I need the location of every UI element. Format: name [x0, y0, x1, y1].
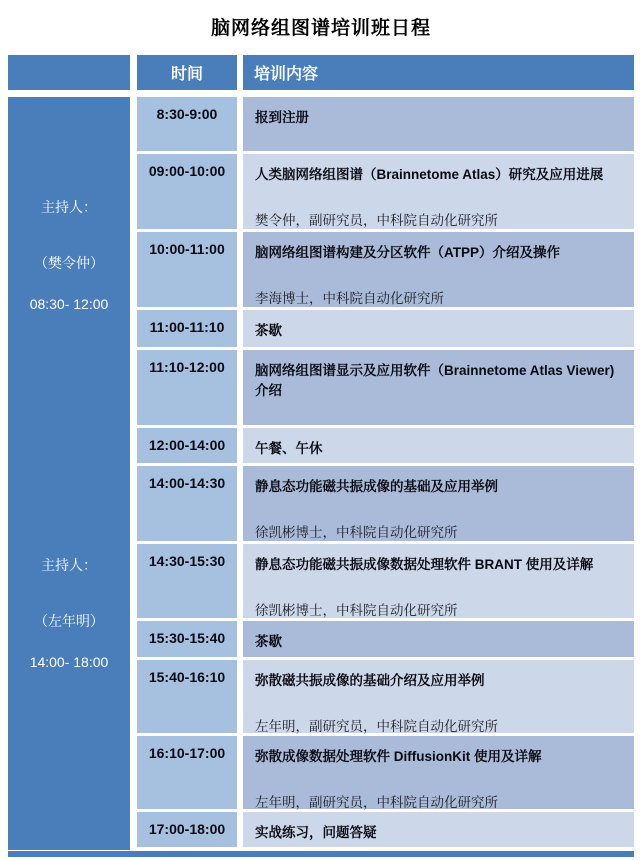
session-speaker: 左年明，副研究员，中科院自动化研究所 [255, 719, 498, 734]
content-cell [243, 97, 634, 151]
session-rows [137, 97, 634, 466]
host-label: 主持人： [41, 557, 97, 573]
content-cell [243, 812, 634, 847]
content-cell [243, 232, 634, 307]
table-row [137, 812, 634, 847]
page-title: 脑网络组图谱培训班日程 [210, 18, 431, 39]
host-time-range: 08:30- 12:00 [29, 296, 109, 312]
content-cell [243, 544, 634, 618]
schedule-table [8, 55, 634, 857]
content-cell [243, 350, 634, 425]
session-title: 弥散磁共振成像的基础介绍及应用举例 [255, 673, 485, 688]
table-row [137, 97, 634, 151]
header-cell-time: 时间 [137, 55, 237, 90]
table-row [137, 621, 634, 657]
session-title: 弥散成像数据处理软件 DiffusionKit 使用及详解 [255, 749, 542, 764]
table-bottom-border [8, 851, 634, 857]
time-cell: 16:10-17:00 [137, 736, 237, 809]
session-title: 人类脑网络组图谱（Brainnetome Atlas）研究及应用进展 [255, 167, 604, 182]
content-cell [243, 466, 634, 541]
session-title: 茶歇 [255, 634, 282, 649]
table-row [137, 428, 634, 463]
header-cell-host [8, 55, 130, 90]
table-row [137, 736, 634, 809]
host-name: （左年明） [34, 613, 104, 629]
session-title: 静息态功能磁共振成像的基础及应用举例 [255, 479, 498, 494]
table-row [137, 466, 634, 541]
time-cell: 17:00-18:00 [137, 812, 237, 847]
content-cell [243, 154, 634, 229]
host-cell [8, 466, 130, 850]
session-title: 静息态功能磁共振成像数据处理软件 BRANT 使用及详解 [255, 557, 594, 572]
session-speaker: 李海博士，中科院自动化研究所 [255, 291, 444, 306]
session-title: 报到注册 [255, 110, 309, 125]
content-cell [243, 310, 634, 347]
content-cell [243, 428, 634, 463]
time-cell: 8:30-9:00 [137, 97, 237, 151]
content-cell [243, 736, 634, 809]
table-header-row [8, 55, 634, 90]
session-title: 午餐、午休 [255, 441, 323, 456]
section-morning [8, 97, 634, 466]
table-row [137, 154, 634, 229]
time-cell: 12:00-14:00 [137, 428, 237, 463]
session-title: 茶歇 [255, 323, 282, 338]
host-name: （樊令仲） [34, 255, 104, 271]
table-row [137, 350, 634, 425]
session-speaker: 左年明，副研究员，中科院自动化研究所 [255, 795, 498, 810]
session-title: 实战练习，问题答疑 [255, 825, 377, 840]
session-title: 脑网络组图谱构建及分区软件（ATPP）介绍及操作 [255, 245, 561, 260]
content-cell [243, 621, 634, 657]
session-speaker: 徐凯彬博士，中科院自动化研究所 [255, 525, 458, 540]
table-row [137, 232, 634, 307]
header-cell-content: 培训内容 [243, 55, 634, 90]
time-cell: 14:00-14:30 [137, 466, 237, 541]
time-cell: 14:30-15:30 [137, 544, 237, 618]
session-speaker: 徐凯彬博士，中科院自动化研究所 [255, 603, 458, 618]
session-rows [137, 466, 634, 850]
session-title: 脑网络组图谱显示及应用软件（Brainnetome Atlas Viewer)介绍 [255, 363, 615, 398]
host-cell [8, 97, 130, 466]
time-cell: 11:10-12:00 [137, 350, 237, 425]
time-cell: 11:00-11:10 [137, 310, 237, 347]
table-row [137, 660, 634, 733]
time-cell: 10:00-11:00 [137, 232, 237, 307]
time-cell: 15:40-16:10 [137, 660, 237, 733]
content-cell [243, 660, 634, 733]
session-speaker: 樊令仲，副研究员，中科院自动化研究所 [255, 213, 498, 228]
time-cell: 15:30-15:40 [137, 621, 237, 657]
host-label: 主持人： [41, 199, 97, 215]
section-afternoon [8, 466, 634, 850]
host-time-range: 14:00- 18:00 [29, 654, 109, 670]
time-cell: 09:00-10:00 [137, 154, 237, 229]
table-row [137, 544, 634, 618]
table-row [137, 310, 634, 347]
